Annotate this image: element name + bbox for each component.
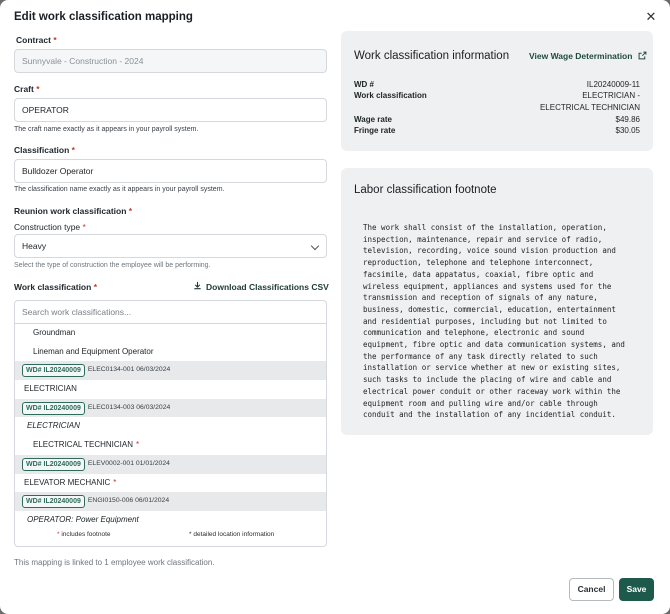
- wage-key: Wage rate: [354, 115, 392, 124]
- wd-header-row: [15, 361, 326, 380]
- construction-type-select[interactable]: [14, 234, 327, 258]
- classification-row[interactable]: [15, 417, 326, 436]
- wd-header-row: [15, 492, 326, 511]
- linked-text: This mapping is linked to 1 employee work classification.: [14, 558, 215, 567]
- work-classification-list: [14, 300, 327, 547]
- classification-row[interactable]: [15, 343, 326, 362]
- classification-row[interactable]: [15, 474, 326, 493]
- legend-footnote: * includes footnote: [57, 531, 111, 538]
- footnote-marker: *: [136, 440, 140, 450]
- classification-row[interactable]: [15, 511, 326, 530]
- classification-row-label: ELECTRICIAN: [27, 421, 80, 431]
- craft-label: Craft *: [14, 84, 40, 94]
- construction-type-help: Select the type of construction the employee will be performing.: [14, 262, 211, 269]
- construction-type-value: Heavy: [22, 241, 47, 251]
- wage-value: $49.86: [615, 115, 640, 124]
- contract-value: Sunnyvale - Construction - 2024: [22, 56, 144, 66]
- wd-badge: WD# IL20240009: [22, 458, 85, 471]
- wd-meta: ELEV0002-001 01/01/2024: [87, 459, 170, 467]
- cancel-button[interactable]: Cancel: [569, 578, 614, 601]
- wd-meta: ELEC0134-001 06/03/2024: [87, 366, 171, 374]
- classification-help: The classification name exactly as it appears in your payroll system.: [14, 186, 225, 193]
- chevron-down-icon: [311, 242, 319, 250]
- external-link-icon: [638, 51, 647, 62]
- wd-header-row: [15, 399, 326, 418]
- dialog-title: Edit work classification mapping: [14, 11, 193, 23]
- classification-row[interactable]: [15, 324, 326, 343]
- classification-row[interactable]: [15, 380, 326, 399]
- work-classification-rows: [15, 324, 326, 530]
- craft-value: OPERATOR: [22, 105, 69, 115]
- construction-type-label: Construction type *: [14, 222, 86, 232]
- classification-row-label: Groundman: [33, 328, 76, 337]
- work-classification-label: Work classification *: [14, 282, 98, 292]
- download-icon: [193, 281, 202, 292]
- reunion-label: Reunion work classification *: [14, 206, 133, 216]
- footnote-marker: *: [113, 477, 117, 487]
- wd-badge: WD# IL20240009: [22, 495, 85, 508]
- contract-field: [14, 49, 327, 73]
- work-classification-info-card: [341, 31, 653, 151]
- wd-badge: WD# IL20240009: [22, 364, 85, 377]
- download-csv-label: Download Classifications CSV: [206, 282, 329, 292]
- contract-label: Contract *: [16, 35, 57, 45]
- info-card-title: Work classification information: [354, 50, 510, 62]
- labor-footnote-card: [341, 168, 653, 435]
- classification-row-label: Lineman and Equipment Operator: [33, 346, 154, 356]
- fringe-key: Fringe rate: [354, 126, 396, 135]
- save-button[interactable]: Save: [619, 578, 654, 601]
- footnote-body: The work shall consist of the installation, operation, inspection, maintenance, repair and service of radio, television, recording, voice sound vision production and reproduction, telephone and telephone interconnect, facsimile, data appatatus, coaxial, fibre optic and wireless equipment, appliances and systems used for the transmission and reception of signals of any nature, business, domestic, commercial, education, entertainment and residential purposes, including but not limited to communication and telephone, electronic and sound equipment, fibre optic and data communication systems, and the performance of any task directly related to such installation or service whether at new or existing sites, such tasks to include the placing of wire and cable and electrical power conduit or other raceway work within the equipment room and pulling wire and/or cable through conduit and the installation of any incidential conduit.: [363, 223, 625, 420]
- download-csv-link[interactable]: [193, 281, 329, 292]
- wd-value: IL20240009-11: [586, 80, 640, 89]
- classification-label: Classification *: [14, 145, 75, 155]
- craft-input[interactable]: [14, 98, 327, 122]
- work-classification-search[interactable]: [15, 301, 326, 324]
- wd-meta: ELEC0134-003 06/03/2024: [87, 403, 171, 411]
- classification-row-label: ELECTRICAL TECHNICIAN: [33, 440, 134, 450]
- wc-value-line1: ELECTRICIAN -: [582, 91, 640, 100]
- classification-row-label: OPERATOR: Power Equipment: [27, 514, 139, 524]
- view-wage-determination-link[interactable]: [529, 51, 647, 62]
- wd-link-label: View Wage Determination: [529, 51, 633, 61]
- wd-header-row: [15, 455, 326, 474]
- wd-badge: WD# IL20240009: [22, 402, 85, 415]
- wc-value-line2: ELECTRICAL TECHNICIAN: [539, 103, 640, 112]
- classification-input[interactable]: [14, 159, 327, 183]
- legend-location: * detailed location information: [189, 531, 275, 538]
- classification-row-label: ELECTRICIAN: [24, 384, 77, 394]
- close-icon[interactable]: ✕: [645, 9, 657, 24]
- search-placeholder: Search work classifications...: [22, 307, 132, 317]
- wc-key: Work classification: [354, 91, 427, 100]
- wd-meta: ENGI0150-006 06/01/2024: [87, 497, 170, 505]
- fringe-value: $30.05: [615, 126, 640, 135]
- classification-value: Bulldozer Operator: [22, 166, 94, 176]
- craft-help: The craft name exactly as it appears in your payroll system.: [14, 126, 199, 133]
- wd-key: WD #: [354, 80, 374, 89]
- classification-row-label: ELEVATOR MECHANIC: [24, 477, 111, 487]
- footnote-card-title: Labor classification footnote: [354, 184, 497, 196]
- classification-row[interactable]: [15, 436, 326, 455]
